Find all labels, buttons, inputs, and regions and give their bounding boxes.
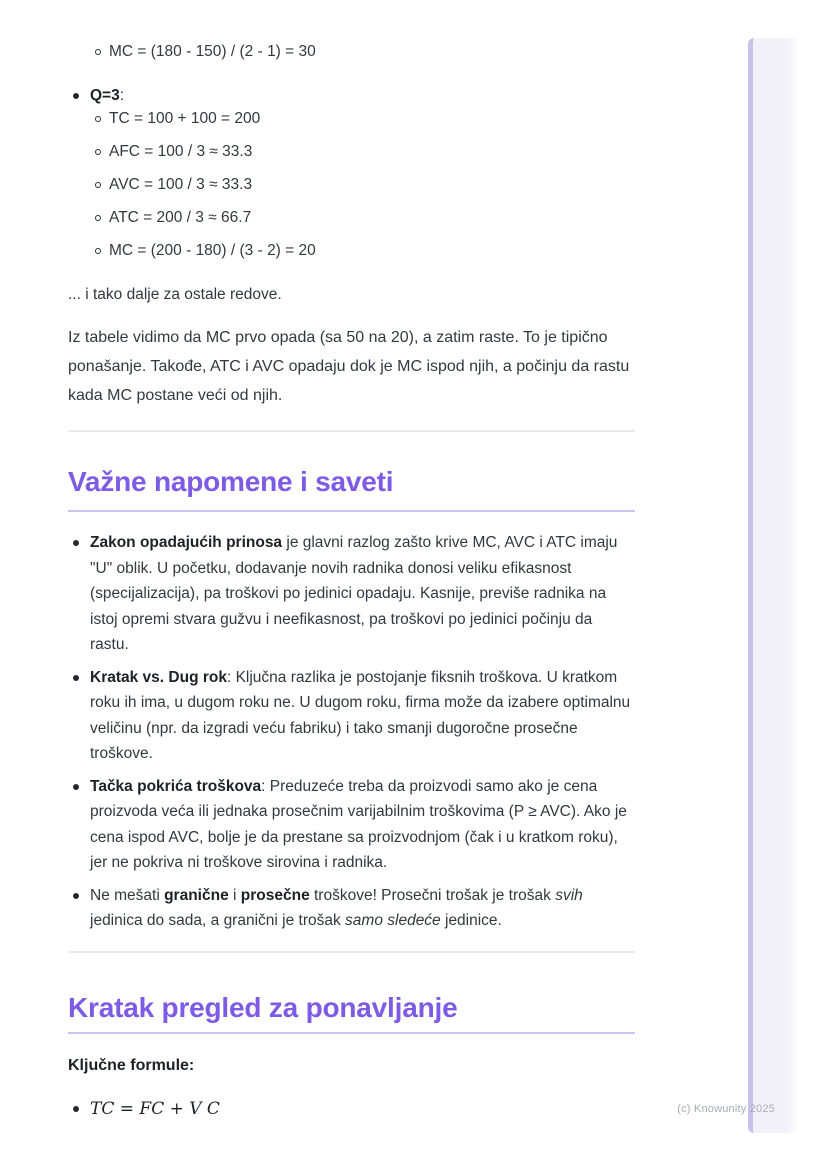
note-italic-text: samo sledeće	[345, 912, 441, 929]
section-review-header	[68, 993, 635, 1034]
list-item	[68, 172, 635, 198]
bullet-dot-icon	[73, 675, 79, 681]
bullet-circle-icon	[95, 49, 101, 55]
calc-sublist-q3	[68, 106, 635, 271]
calc-text: MC = (200 - 180) / (3 - 2) = 20	[109, 242, 316, 259]
note-text: i	[228, 886, 241, 904]
q3-label: Q=3	[90, 87, 120, 104]
bullet-dot-icon	[73, 893, 79, 899]
notes-list	[68, 530, 635, 941]
note-item-kratak-vs-dug-rok	[68, 665, 635, 767]
note-item-zakon-opadajucih-prinosa	[68, 530, 635, 658]
note-text: troškove! Prosečni trošak je trošak	[309, 886, 556, 904]
note-item-ne-mesati-troskove	[68, 883, 635, 934]
formula-text: TC = FC + V C	[90, 1099, 220, 1119]
list-item	[68, 238, 635, 264]
bullet-dot-icon	[73, 784, 79, 790]
formulas-list	[68, 1096, 635, 1123]
calc-text: AVC = 100 / 3 ≈ 33.3	[109, 176, 253, 193]
list-item	[68, 139, 635, 165]
bullet-circle-icon	[95, 215, 101, 221]
q3-colon: :	[119, 87, 125, 104]
list-item	[68, 106, 635, 132]
formula-item-tc	[68, 1096, 635, 1123]
list-item	[68, 205, 635, 231]
bullet-circle-icon	[95, 116, 101, 122]
note-item-tacka-pokrica-troskova	[68, 774, 635, 876]
bullet-circle-icon	[95, 182, 101, 188]
list-item	[68, 39, 635, 65]
calc-text: MC = (180 - 150) / (2 - 1) = 30	[109, 43, 316, 60]
calc-text: TC = 100 + 100 = 200	[109, 110, 261, 127]
bullet-circle-icon	[95, 248, 101, 254]
formulas-label: Ključne formule:	[68, 1057, 195, 1074]
calc-text: ATC = 200 / 3 ≈ 66.7	[109, 209, 252, 226]
calc-list-q3	[68, 83, 635, 109]
note-bold-text: prosečne	[240, 886, 310, 904]
bullet-circle-icon	[95, 149, 101, 155]
footer-copyright: (c) Knowunity 2025	[677, 1103, 775, 1115]
bullet-dot-icon	[73, 93, 79, 99]
note-bold-text: Kratak vs. Dug rok	[90, 668, 227, 686]
calc-text: AFC = 100 / 3 ≈ 33.3	[109, 143, 253, 160]
note-bold-text: Zakon opadajućih prinosa	[90, 534, 283, 551]
note-italic-text: svih	[555, 886, 583, 904]
section-divider	[68, 430, 635, 432]
note-text: jedinica do sada, a granični je trošak	[90, 912, 346, 929]
section-heading-kratak-pregled: Kratak pregled za ponavljanje	[68, 993, 635, 1034]
note-text: jedinice.	[440, 912, 502, 929]
note-bold-text: granične	[164, 886, 229, 904]
paragraph-ellipsis-note: ... i tako dalje za ostale redove.	[68, 286, 282, 303]
section-notes-header	[68, 466, 635, 512]
note-text: Ne mešati	[90, 886, 165, 904]
note-rest-text: je glavni razlog zašto krive MC, AVC i ATC imaju "U" oblik. U početku, dodavanje novih radnika donosi veliku efikasnost (specijalizacija), pa troškovi po jedinici opadaju. Kasnije, previše radnika na istoj opremi stvara gužvu i neefikasnost, pa troškovi po jedinici počinju da rastu.	[90, 534, 618, 653]
section-heading-vazne-napomene: Važne napomene i saveti	[68, 466, 635, 512]
note-bold-text: Tačka pokrića troškova	[90, 777, 262, 795]
paragraph-table-analysis: Iz tabele vidimo da MC prvo opada (sa 50 na 20), a zatim raste. To je tipično ponašanje. Takođe, ATC i AVC opadaju dok je MC ispod njih, a počinju da rastu kada MC postane veći od njih.	[68, 329, 630, 404]
calc-list-q2-tail	[68, 39, 635, 65]
list-item-q3	[68, 83, 635, 109]
note-rest-text: : Ključna razlika je postojanje fiksnih troškova. U kratkom roku ih ima, u dugom roku ne. U dugom roku, firma može da izabere optimalnu veličinu (npr. da izgradi veću fabriku) i tako smanji dugoročne prosečne troškove.	[90, 668, 631, 762]
note-rest-text: : Preduzeće treba da proizvodi samo ako je cena proizvoda veća ili jednaka prosečnim varijabilnim troškovima (P ≥ AVC). Ako je cena ispod AVC, bolje je da prestane sa proizvodnjom (čak i u kratkom roku), jer ne pokriva ni troškove sirovina i radnika.	[90, 777, 627, 871]
section-divider	[68, 951, 635, 953]
next-page-edge-panel	[748, 38, 797, 1133]
bullet-dot-icon	[73, 540, 79, 546]
bullet-dot-icon	[73, 1106, 79, 1112]
